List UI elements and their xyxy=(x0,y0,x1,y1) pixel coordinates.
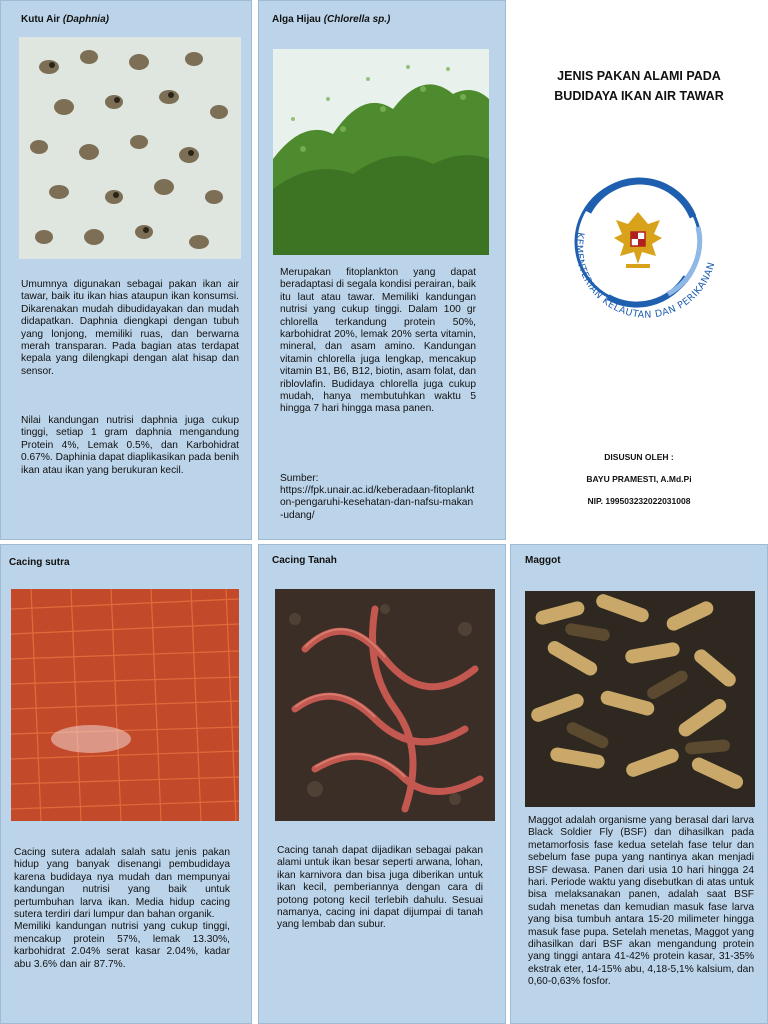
cacing-tanah-photo xyxy=(275,589,495,821)
chlorella-source-link[interactable]: https://fpk.unair.ac.id/keberadaan-fitoplankton-pengaruhi-kesehatan-dan-nafsu-makan-udang/ xyxy=(280,485,475,521)
panel-chlorella xyxy=(258,0,506,540)
daphnia-photo xyxy=(19,37,241,259)
daphnia-nutrition: Nilai kandungan nutrisi daphnia juga cukup tinggi, setiap 1 gram daphnia mengandung Protein 4%, Lemak 0.5%, dan Karbohidrat 0.67%. Daphinia dapat diaplikasikan pada benih ikan atau ikan yang berukuran kecil. xyxy=(21,415,239,476)
cover-panel xyxy=(510,0,768,540)
logo-text: KEMENTERIAN KELAUTAN DAN PERIKANAN xyxy=(573,231,718,321)
chlorella-source-label: Sumber: xyxy=(280,473,319,484)
panel-title: Kutu Air (Daphnia) xyxy=(21,14,109,25)
daphnia-description: Umumnya digunakan sebagai pakan ikan air tawar, baik itu ikan hias ataupun ikan konsumsi. Dikarenakan mudah dibudidayakan dan mudah didapatkan. Daphnia diengkapi dengan tubuh yang lonjong, memiliki ruas, dan berwarna merah transparan. Pada bagian atas terdapat kepala yang dilengkapi dengan alat hisap dan sensor. xyxy=(21,279,239,377)
cacing-sutra-photo xyxy=(11,589,239,821)
panel-cacing-sutra xyxy=(0,544,252,1024)
prepared-by-label: DISUSUN OLEH : xyxy=(604,452,674,462)
chlorella-description: Merupakan fitoplankton yang dapat beradaptasi di segala kondisi perairan, baik itu laut atau tawar. Memiliki kandungan nutrisi yang cukup tinggi. Dalam 100 gr chlorella terkandung protein 50%, karbohidrat 20%, lemak 20% serta vitamin, mineral, dan asam amino. Kandungan vitamin chlorella juga lengkap, mencakup vitamin B1, B6, B12, biotin, asam folat, dan riblovlafin. Budidaya chlorella juga cukup mudah, hanya membutuhkan waktu 5 hingga 7 hari hingga masa panen. xyxy=(280,267,476,415)
author-nip: NIP. 199503232022031008 xyxy=(587,496,691,506)
chlorella-photo xyxy=(273,49,489,255)
panel-title: Alga Hijau (Chlorella sp.) xyxy=(272,14,391,25)
author-name: BAYU PRAMESTI, A.Md.Pi xyxy=(586,474,692,484)
panel-title: Cacing Tanah xyxy=(272,555,337,566)
garuda-emblem-icon xyxy=(614,212,662,268)
panel-daphnia xyxy=(0,0,252,540)
cacing-sutra-description: Cacing sutera adalah salah satu jenis pakan hidup yang banyak disenangi pembudidaya karena budidaya nya mudah dan mempunyai kandungan nutrisi yang baik untuk pertumbuhan larva ikan. Media hidup cacing sutera terdiri dari lumpur dan bahan organik. Memiliki kandungan nutrisi yang cukup tinggi, mencakup protein 57%, lemak 13.30%, karbohidrat 2.04% serat kasar 2.04%, kadar abu 3.6% dan air 87.7%. xyxy=(14,847,230,970)
panel-title: Maggot xyxy=(525,555,561,566)
maggot-photo xyxy=(525,591,755,807)
kkp-logo xyxy=(558,172,730,344)
panel-title: Cacing sutra xyxy=(9,557,70,568)
cover-title: JENIS PAKAN ALAMI PADA BUDIDAYA IKAN AIR TAWAR xyxy=(554,69,724,103)
credits xyxy=(510,446,768,512)
panel-cacing-tanah xyxy=(258,544,506,1024)
cacing-tanah-description: Cacing tanah dapat dijadikan sebagai pakan alami untuk ikan besar seperti arwana, lohan, ikan karnivora dan bisa juga diberikan untuk ikan kecil, pemberiannya dengan cara di potong potong kecil terlebih dahulu. Sesuai namanya, cacing ini dapat dijumpai di tanah yang lembab dan subur. xyxy=(277,845,483,931)
panel-maggot xyxy=(510,544,768,1024)
maggot-description: Maggot adalah organisme yang berasal dari larva Black Soldier Fly (BSF) dan dihasilkan pada metamorfosis fase kedua setelah fase telur dan sebelum fase pupa yang nantinya akan menjadi BSF dewasa. Panen dari usia 10 hari hingga 24 hari. Periode waktu yang disebutkan di atas untuk bisa melaksanakan panen, adalah saat BSF sudah menetas dan kemudian masuk fase larva yang bisa tumbuh antara 15-20 milimeter hingga masuk fase pupa. Setelah menetas, Maggot yang dihasilkan dari BSF akan mengandung protein yang tinggi antara 41-42% protein kasar, 31-35% ekstrak eter, 14-15% abu, 4,18-5,1% kalsium, dan 0,60-0,63% fosfor. xyxy=(528,815,754,988)
